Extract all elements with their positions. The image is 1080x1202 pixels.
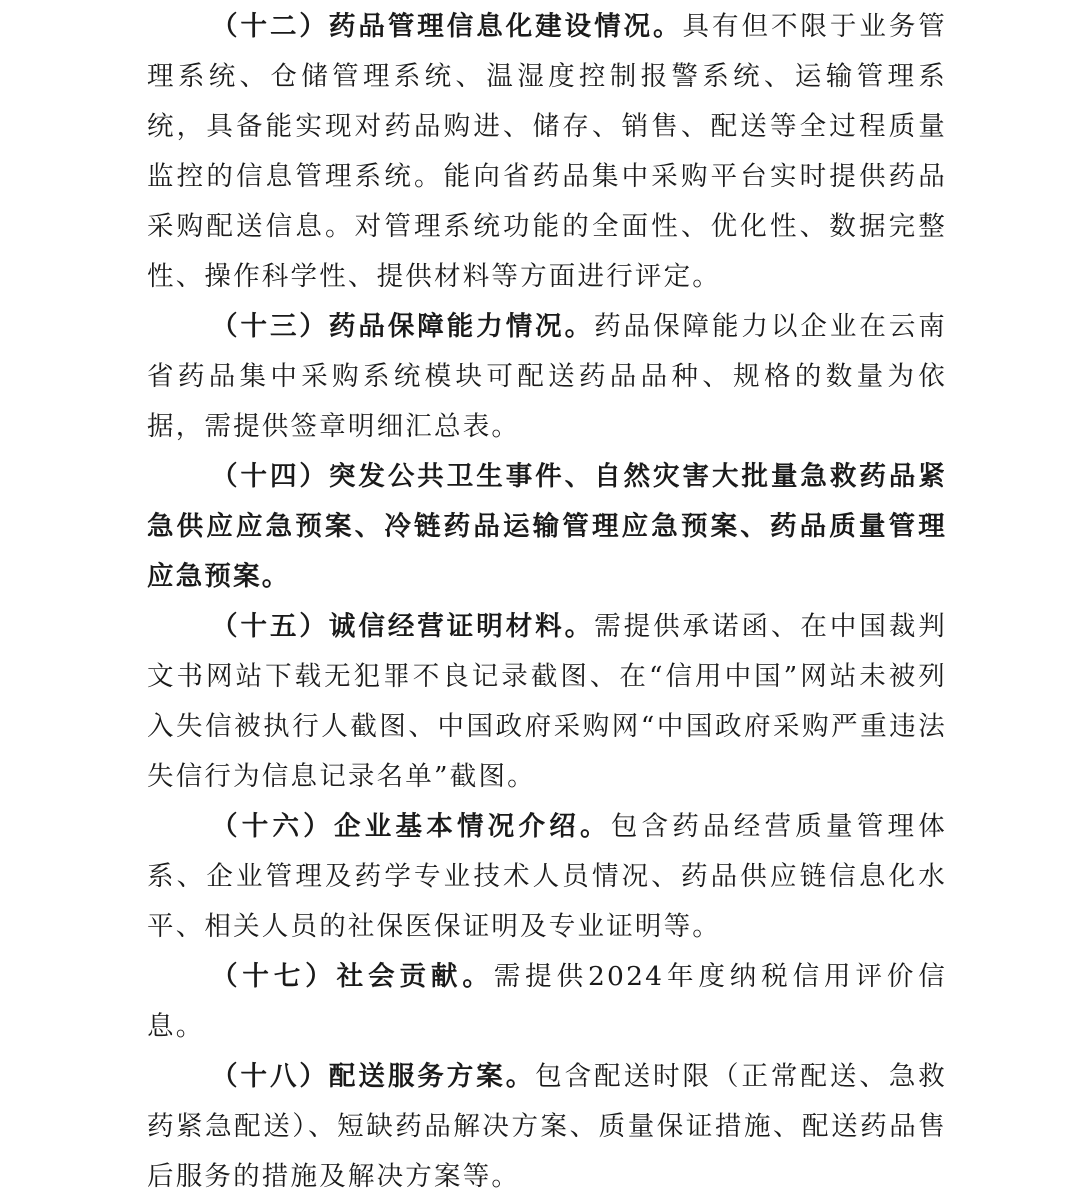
section-12 <box>147 2 947 302</box>
section-14 <box>147 452 947 602</box>
document-body <box>147 0 947 1202</box>
section-16-body: 包含药品经营质量管理体系、企业管理及药学专业技术人员情况、药品供应链信息化水平、相关人员的社保医保证明及专业证明等。 <box>147 811 947 942</box>
section-17-heading: （十七）社会贡献。 <box>211 961 494 992</box>
section-17-body: 需提供2024年度纳税信用评价信息。 <box>147 961 947 1042</box>
section-18 <box>147 1052 947 1202</box>
section-15-body: 需提供承诺函、在中国裁判文书网站下载无犯罪不良记录截图、在“信用中国”网站未被列入失信被执行人截图、中国政府采购网“中国政府采购严重违法失信行为信息记录名单”截图。 <box>147 611 947 792</box>
section-13-body: 药品保障能力以企业在云南省药品集中采购系统模块可配送药品品种、规格的数量为依据，需提供签章明细汇总表。 <box>147 311 947 442</box>
section-14-heading: （十四）突发公共卫生事件、自然灾害大批量急救药品紧急供应应急预案、冷链药品运输管理应急预案、药品质量管理应急预案。 <box>147 461 947 592</box>
section-12-heading: （十二）药品管理信息化建设情况。 <box>211 11 683 42</box>
section-18-body: 包含配送时限（正常配送、急救药紧急配送）、短缺药品解决方案、质量保证措施、配送药品售后服务的措施及解决方案等。 <box>147 1061 947 1192</box>
section-16-heading: （十六）企业基本情况介绍。 <box>211 811 611 842</box>
section-18-heading: （十八）配送服务方案。 <box>211 1061 536 1092</box>
section-15-heading: （十五）诚信经营证明材料。 <box>211 611 595 642</box>
section-13 <box>147 302 947 452</box>
section-13-heading: （十三）药品保障能力情况。 <box>211 311 595 342</box>
section-17 <box>147 952 947 1052</box>
section-16 <box>147 802 947 952</box>
section-12-body: 具有但不限于业务管理系统、仓储管理系统、温湿度控制报警系统、运输管理系统，具备能实现对药品购进、储存、销售、配送等全过程质量监控的信息管理系统。能向省药品集中采购平台实时提供药品采购配送信息。对管理系统功能的全面性、优化性、数据完整性、操作科学性、提供材料等方面进行评定。 <box>147 11 947 292</box>
section-15 <box>147 602 947 802</box>
